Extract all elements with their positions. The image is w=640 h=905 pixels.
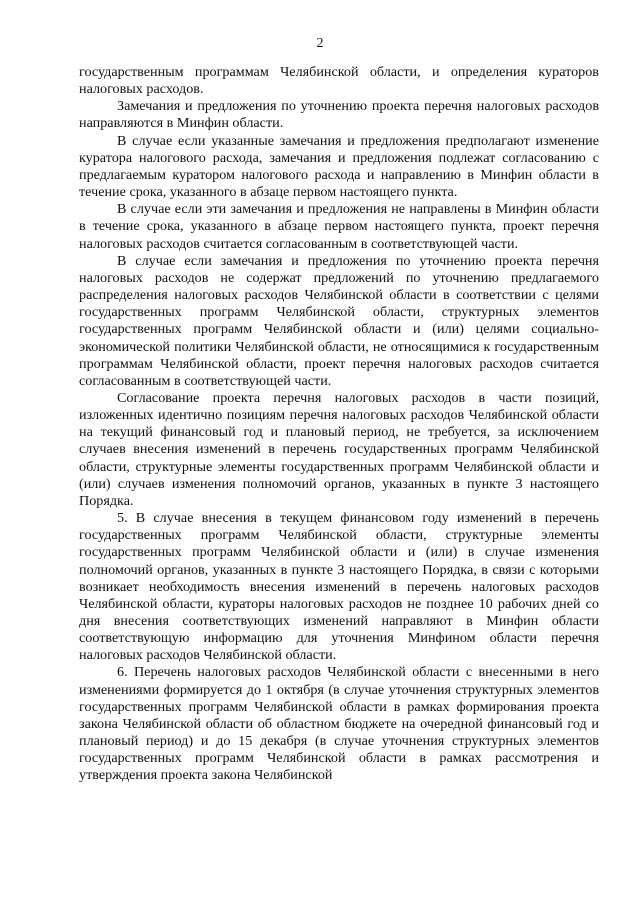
paragraph: В случае если эти замечания и предложения не направлены в Минфин области в течение срока, указанного в абзаце первом настоящего пункта, проект перечня налоговых расходов считается согласованным в соответствующей части. bbox=[79, 201, 599, 252]
document-body bbox=[79, 64, 599, 785]
paragraph: Замечания и предложения по уточнению проекта перечня налоговых расходов направляются в Минфин области. bbox=[79, 98, 599, 132]
paragraph: Согласование проекта перечня налоговых расходов в части позиций, изложенных идентично позициям перечня налоговых расходов Челябинской области на текущий финансовый год и плановый период, не требуется, за исключением случаев внесения изменений в перечень государственных программ Челябинской области, структурные элементы государственных программ Челябинской области и (или) случаев изменения полномочий органов, указанных в пункте 3 настоящего Порядка. bbox=[79, 389, 599, 509]
paragraph-item-6: 6. Перечень налоговых расходов Челябинской области с внесенными в него изменениями формируется до 1 октября (в случае уточнения структурных элементов государственных программ Челябинской области в рамках формирования проекта закона Челябинской области об областном бюджете на очередной финансовый год и плановый период) и до 15 декабря (в случае уточнения структурных элементов государственных программ Челябинской области в рамках рассмотрения и утверждения проекта закона Челябинской bbox=[79, 664, 599, 784]
paragraph-item-5: 5. В случае внесения в текущем финансовом году изменений в перечень государственных программ Челябинской области, структурные элементы государственных программ Челябинской области и (или) в случае изменения полномочий органов, указанных в пункте 3 настоящего Порядка, в связи с которыми возникает необходимость внесения изменений в перечень налоговых расходов Челябинской области, кураторы налоговых расходов не позднее 10 рабочих дней со дня внесения соответствующих изменений направляют в Минфин области соответствующую информацию для уточнения Минфином области перечня налоговых расходов Челябинской области. bbox=[79, 510, 599, 664]
page-number: 2 bbox=[316, 36, 324, 51]
paragraph-continuation: государственным программам Челябинской области, и определения кураторов налоговых расходов. bbox=[79, 64, 599, 98]
paragraph: В случае если замечания и предложения по уточнению проекта перечня налоговых расходов не содержат предложений по уточнению предлагаемого распределения налоговых расходов Челябинской области в соответствии с целями государственных программ Челябинской области, структурных элементов государственных программ Челябинской области и (или) целями социально-экономической политики Челябинской области, не относящимися к государственным программам Челябинской области, проект перечня налоговых расходов считается согласованным в соответствующей части. bbox=[79, 252, 599, 389]
paragraph: В случае если указанные замечания и предложения предполагают изменение куратора налогового расхода, замечания и предложения подлежат согласованию с предлагаемым куратором налогового расхода и направлению в Минфин области в течение срока, указанного в абзаце первом настоящего пункта. bbox=[79, 132, 599, 201]
